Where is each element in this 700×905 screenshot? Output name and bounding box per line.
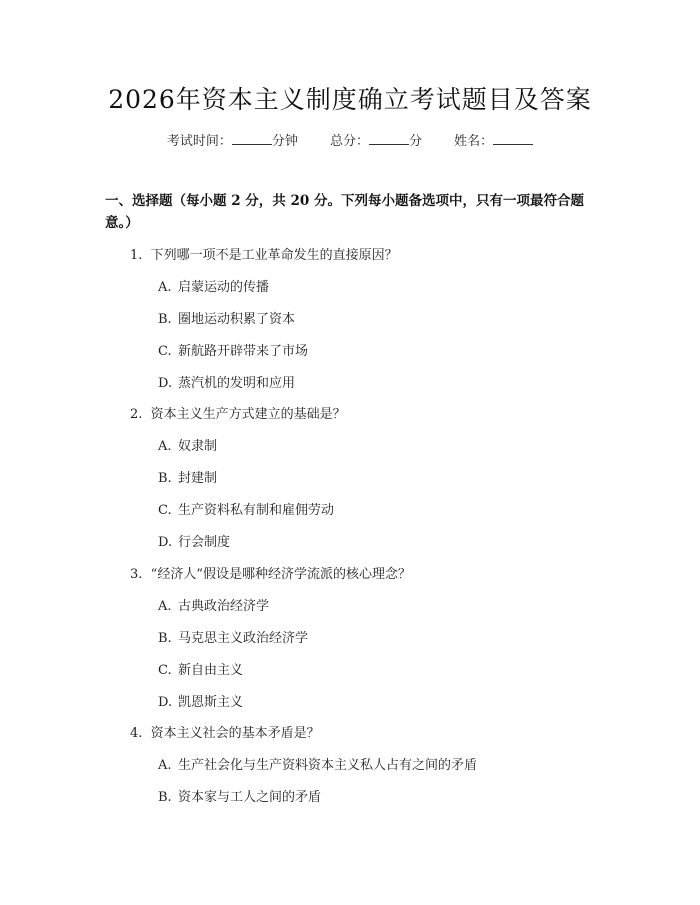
option-letter: A.: [158, 599, 172, 614]
question-2: [130, 403, 346, 422]
exam-meta: [0, 130, 700, 149]
exam-name: [454, 134, 533, 149]
option-letter: B.: [158, 471, 172, 486]
option-2d: [158, 531, 230, 550]
option-text: 新自由主义: [178, 663, 244, 678]
option-letter: C.: [158, 503, 172, 518]
page-title: 2026年资本主义制度确立考试题目及答案: [108, 85, 592, 114]
option-1d: [158, 372, 295, 391]
question-text: 下列哪一项不是工业革命发生的直接原因？: [150, 248, 398, 263]
exam-score: [330, 134, 426, 149]
option-1c: [158, 340, 308, 359]
option-text: 马克思主义政治经济学: [178, 631, 309, 646]
score-blank: [369, 132, 409, 145]
question-1: [130, 244, 398, 263]
option-letter: D.: [158, 695, 173, 710]
question-3: [130, 563, 411, 582]
option-text: 生产社会化与生产资料资本主义私人占有之间的矛盾: [178, 758, 478, 773]
option-2a: [158, 435, 217, 454]
option-letter: B.: [158, 790, 172, 805]
section-heading: 一、选择题（每小题 2 分，共 20 分。下列每小题备选项中，只有一项最符合题意。）: [105, 193, 584, 231]
question-text: “经济人”假设是哪种经济学流派的核心理念？: [150, 567, 411, 582]
question-number: 2.: [130, 407, 143, 422]
option-text: 生产资料私有制和雇佣劳动: [178, 503, 335, 518]
option-4a: [158, 754, 477, 773]
score-label: 总分：: [329, 134, 369, 149]
option-letter: A.: [158, 439, 172, 454]
option-text: 蒸汽机的发明和应用: [178, 376, 296, 391]
time-unit: 分钟: [271, 134, 298, 149]
option-3c: [158, 659, 243, 678]
option-letter: A.: [158, 758, 172, 773]
option-1b: [158, 308, 295, 327]
question-text: 资本主义生产方式建立的基础是？: [150, 407, 346, 422]
option-3b: [158, 627, 308, 646]
option-2c: [158, 499, 334, 518]
option-text: 行会制度: [178, 535, 231, 550]
option-letter: B.: [158, 631, 172, 646]
score-unit: 分: [409, 134, 423, 149]
option-text: 圈地运动积累了资本: [178, 312, 296, 327]
option-text: 新航路开辟带来了市场: [178, 344, 309, 359]
option-letter: D.: [158, 376, 173, 391]
time-blank: [232, 132, 272, 145]
question-number: 1.: [130, 248, 143, 263]
option-text: 奴隶制: [178, 439, 218, 454]
question-number: 4.: [130, 726, 143, 741]
option-text: 古典政治经济学: [178, 599, 270, 614]
name-blank: [493, 132, 533, 145]
option-4b: [158, 786, 321, 805]
option-3d: [158, 691, 243, 710]
exam-time: [167, 134, 302, 149]
option-letter: A.: [158, 280, 172, 295]
option-letter: D.: [158, 535, 173, 550]
question-number: 3.: [130, 567, 143, 582]
option-letter: C.: [158, 663, 172, 678]
option-text: 封建制: [178, 471, 218, 486]
option-text: 启蒙运动的传播: [178, 280, 270, 295]
option-1a: [158, 276, 269, 295]
question-4: [130, 722, 320, 741]
name-label: 姓名：: [454, 134, 494, 149]
option-letter: B.: [158, 312, 172, 327]
option-2b: [158, 467, 217, 486]
time-label: 考试时间：: [166, 134, 232, 149]
option-3a: [158, 595, 269, 614]
option-text: 资本家与工人之间的矛盾: [178, 790, 322, 805]
option-text: 凯恩斯主义: [178, 695, 244, 710]
option-letter: C.: [158, 344, 172, 359]
question-text: 资本主义社会的基本矛盾是？: [150, 726, 320, 741]
